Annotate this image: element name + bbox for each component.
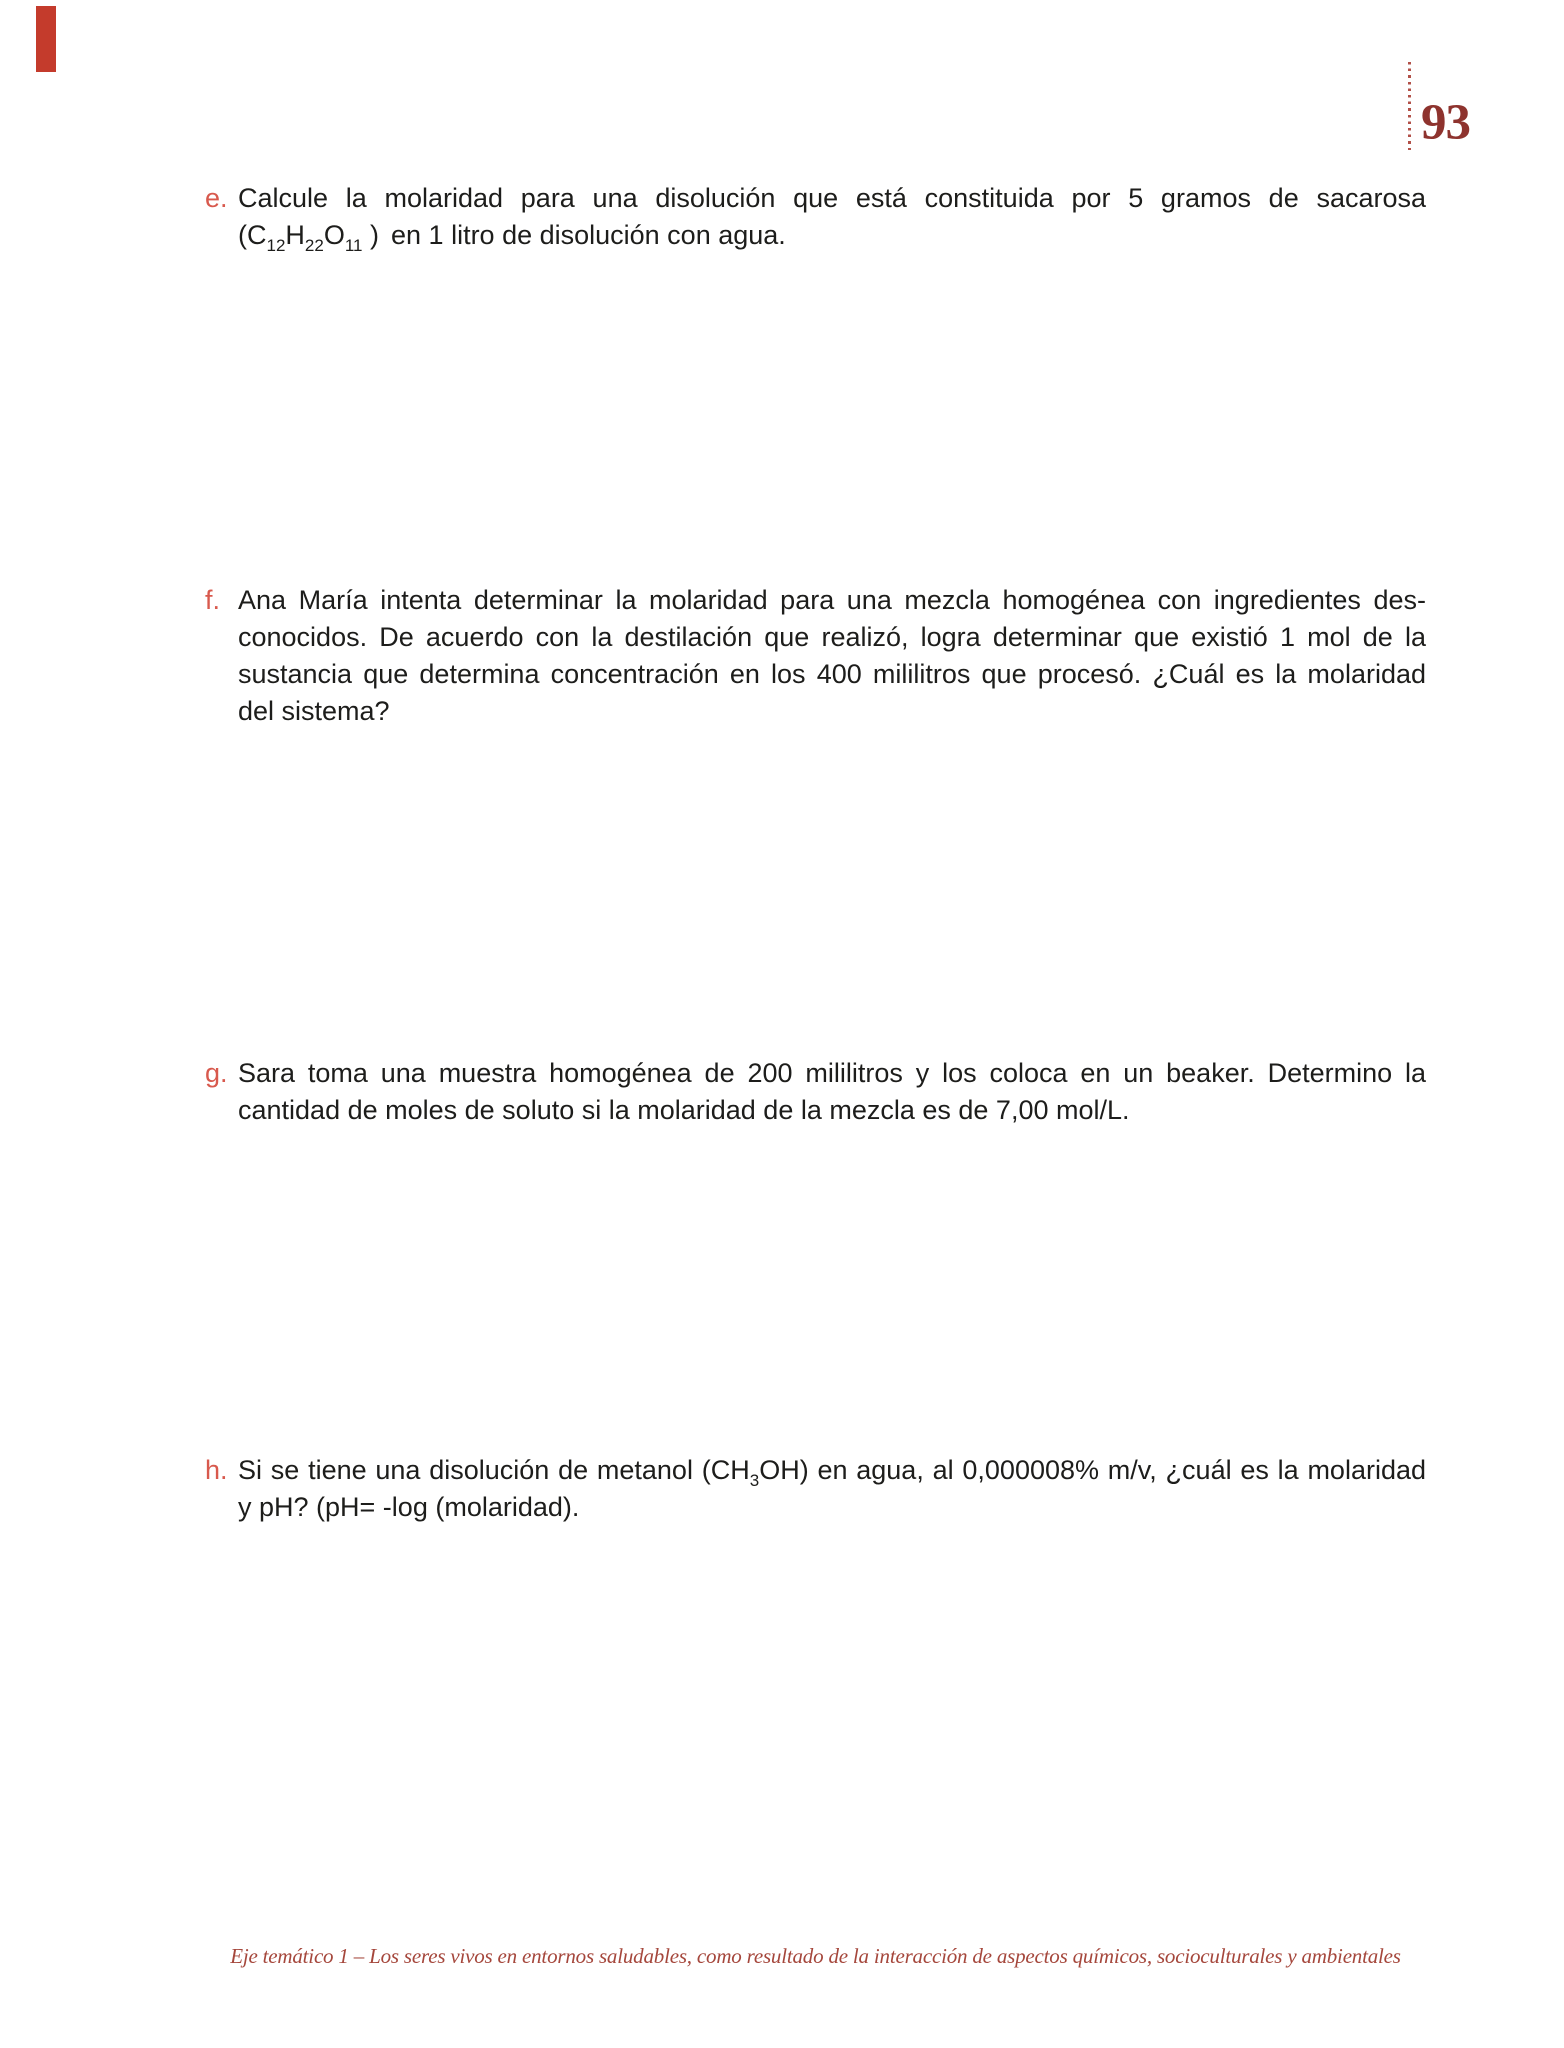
item-h-line-2: y pH? (pH= -log (molaridad).	[238, 1492, 580, 1522]
item-text-h	[238, 1452, 1426, 1526]
formula-text: H	[285, 220, 305, 250]
formula-text: )	[362, 220, 380, 250]
item-f-line-4: del sistema?	[238, 696, 390, 726]
item-letter-f: f.	[205, 585, 221, 615]
formula-text: O	[323, 220, 345, 250]
formula-text: Si se tiene una disolución de metanol (CH	[238, 1455, 750, 1485]
formula-tail-text: en 1 litro de disolución con agua.	[391, 220, 786, 250]
footer-running-title: Eje temático 1 – Los seres vivos en entornos saludables, como resultado de la interacción de aspectos químicos, socioculturales y ambientales	[230, 1944, 1401, 1968]
item-text-g	[238, 1055, 1426, 1129]
formula-subscript: 3	[749, 1471, 760, 1490]
page-number-group	[1408, 62, 1528, 152]
item-f-line-1: Ana María intenta determinar la molaridad para una mezcla homogénea con ingredientes des-	[238, 585, 1426, 615]
item-e-line-1: Calcule la molaridad para una disolución que está constituida por 5 gramos de sacarosa	[238, 183, 1426, 213]
formula-subscript: 11	[344, 236, 363, 255]
item-h-line-1	[238, 1452, 1426, 1489]
item-letter-h: h.	[205, 1455, 228, 1485]
corner-accent-bar	[36, 6, 56, 72]
item-letter-e: e.	[205, 183, 228, 213]
item-f-line-3: sustancia que determina concentración en los 400 mililitros que procesó. ¿Cuál es la molaridad	[238, 659, 1426, 689]
formula-text: OH) en agua, al 0,000008% m/v, ¿cuál es la molaridad	[759, 1455, 1427, 1485]
exercise-item-e	[205, 180, 1426, 254]
item-text-e	[238, 180, 1426, 254]
item-letter-g: g.	[205, 1058, 228, 1088]
page-number-dotted-line	[1408, 62, 1411, 150]
formula-subscript: 12	[266, 236, 286, 255]
exercise-item-f	[205, 582, 1426, 730]
formula-subscript: 22	[304, 236, 324, 255]
exercise-item-g	[205, 1055, 1426, 1129]
item-text-f	[238, 582, 1426, 730]
item-e-line-2-formula	[238, 217, 1426, 254]
formula-text: (C	[238, 220, 267, 250]
item-g-line-1: Sara toma una muestra homogénea de 200 mililitros y los coloca en un beaker. Determino la	[238, 1058, 1426, 1088]
item-f-line-2: conocidos. De acuerdo con la destilación que realizó, logra determinar que existió 1 mol de la	[238, 622, 1426, 652]
page-number: 93	[1421, 95, 1470, 151]
exercise-item-h	[205, 1452, 1426, 1526]
item-g-line-2: cantidad de moles de soluto si la molaridad de la mezcla es de 7,00 mol/L.	[238, 1095, 1130, 1125]
